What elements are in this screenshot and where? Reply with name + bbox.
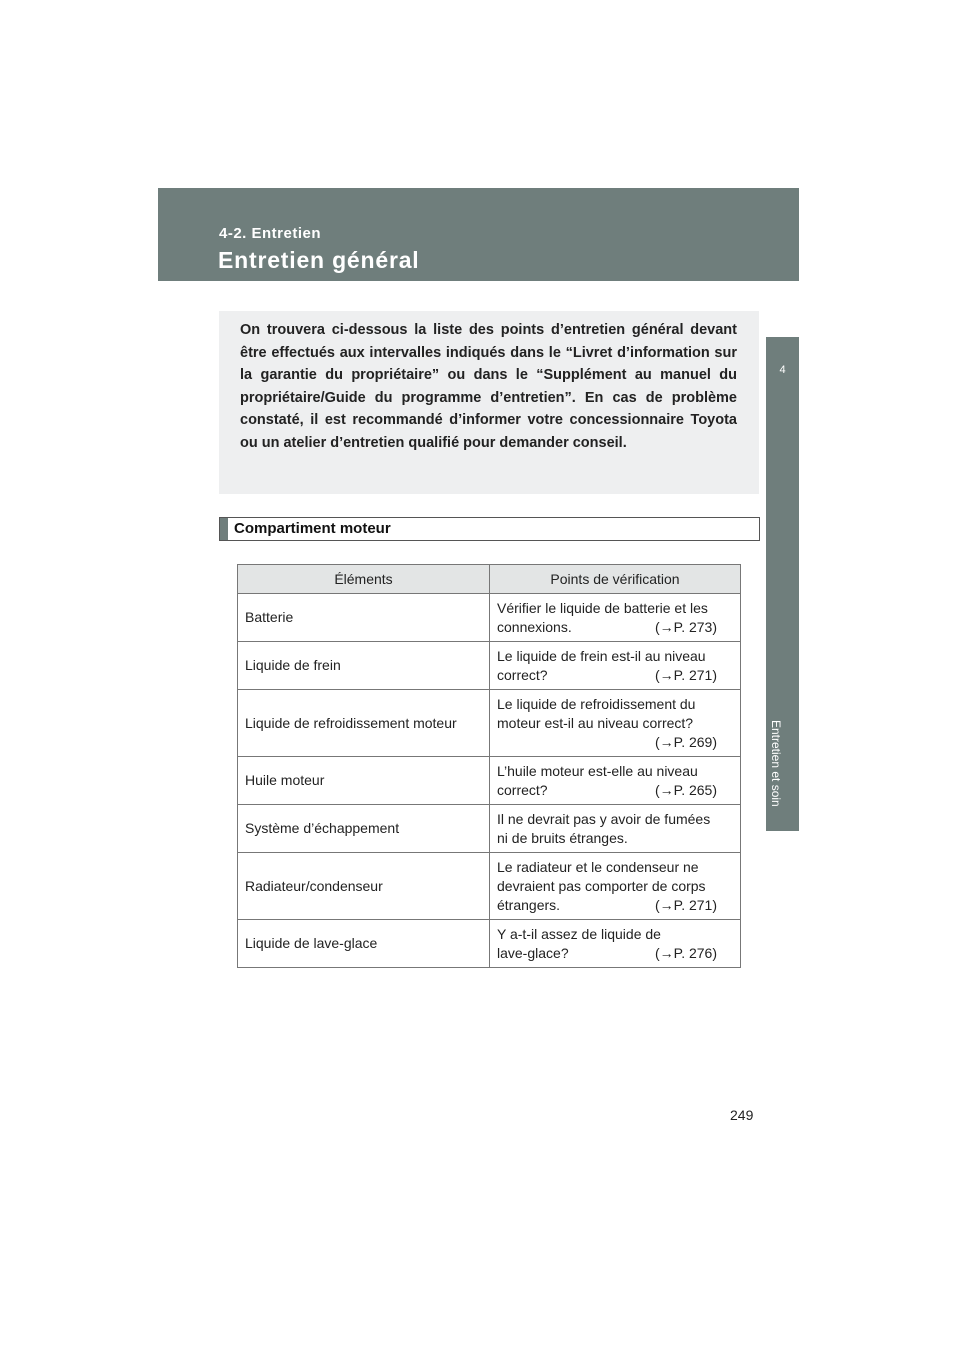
- row-check: [490, 690, 741, 757]
- page-reference: (→P. 273): [655, 618, 717, 635]
- table-row: [238, 690, 741, 757]
- table-row: [238, 853, 741, 920]
- subsection-header: [219, 517, 760, 541]
- row-item: Liquide de refroidissement moteur: [238, 690, 490, 757]
- check-line: correct?: [497, 781, 548, 798]
- subsection-marker: [220, 518, 228, 540]
- check-line: moteur est-il au niveau correct?: [497, 714, 694, 731]
- page-reference: (→P. 271): [655, 896, 717, 913]
- row-item: Liquide de lave-glace: [238, 920, 490, 968]
- check-line: Vérifier le liquide de batterie et les: [497, 599, 708, 616]
- row-check: [490, 642, 741, 690]
- row-check: [490, 594, 741, 642]
- page-reference: (→P. 269): [655, 733, 717, 750]
- page-number: 249: [730, 1107, 754, 1123]
- table-header-row: [238, 565, 741, 594]
- side-tab-label: Entretien et soin: [769, 720, 783, 807]
- page-reference: (→P. 276): [655, 944, 717, 961]
- maintenance-table: [237, 564, 741, 968]
- row-item: Huile moteur: [238, 757, 490, 805]
- header-checkpoints: Points de vérification: [490, 565, 741, 594]
- table-row: [238, 805, 741, 853]
- row-item: Batterie: [238, 594, 490, 642]
- row-check: [490, 757, 741, 805]
- check-line: Le liquide de refroidissement du: [497, 695, 696, 712]
- row-item: Système d’échappement: [238, 805, 490, 853]
- check-line: Il ne devrait pas y avoir de fumées: [497, 810, 711, 827]
- row-check: [490, 853, 741, 920]
- check-line: étrangers.: [497, 896, 561, 913]
- intro-box: [219, 311, 759, 494]
- table-row: [238, 920, 741, 968]
- row-item: Radiateur/condenseur: [238, 853, 490, 920]
- check-line: connexions.: [497, 618, 572, 635]
- page-reference: (→P. 271): [655, 666, 717, 683]
- row-check: [490, 805, 741, 853]
- table-row: [238, 594, 741, 642]
- check-line: Le radiateur et le condenseur ne: [497, 858, 699, 875]
- check-line: correct?: [497, 666, 548, 683]
- check-line: Le liquide de frein est-il au niveau: [497, 647, 706, 664]
- header-band: [158, 188, 799, 281]
- row-check: [490, 920, 741, 968]
- check-line: ni de bruits étranges.: [497, 829, 628, 846]
- check-line: L’huile moteur est-elle au niveau: [497, 762, 698, 779]
- page-title: Entretien général: [218, 247, 420, 273]
- section-label: 4-2. Entretien: [219, 225, 322, 242]
- header-items: Éléments: [238, 565, 490, 594]
- subsection-title: Compartiment moteur: [234, 520, 391, 537]
- table-row: [238, 642, 741, 690]
- intro-text: On trouvera ci-dessous la liste des points d’entretien général devant être effectués aux intervalles indiqués dans le “Livret d’information sur la garantie du propriétaire” ou dans le “Supplément au manuel du propriétaire/Guide du programme d’entretien”. En cas de problème constaté, il est recommandé d’informer votre concessionnaire Toyota ou un atelier d’entretien qualifié pour demander conseil.: [240, 322, 737, 451]
- check-line: lave-glace?: [497, 944, 569, 961]
- check-line: Y a-t-il assez de liquide de: [497, 925, 661, 942]
- side-tab-number: 4: [779, 364, 786, 376]
- page-reference: (→P. 265): [655, 781, 717, 798]
- row-item: Liquide de frein: [238, 642, 490, 690]
- check-line: devraient pas comporter de corps: [497, 877, 706, 894]
- table-row: [238, 757, 741, 805]
